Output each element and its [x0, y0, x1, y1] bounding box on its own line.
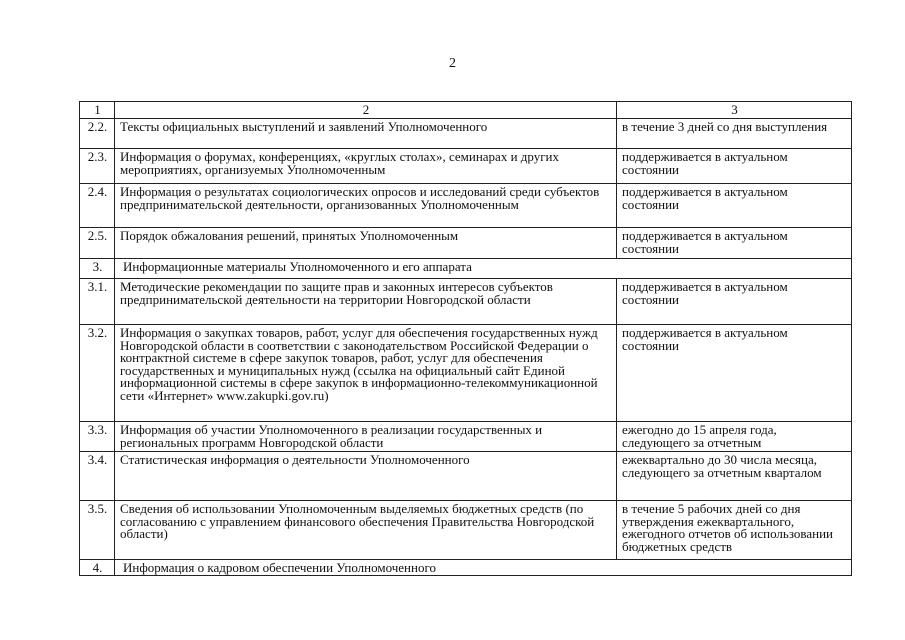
row-term: поддерживается в актуальном состоянии	[617, 228, 852, 259]
row-text: Информация о закупках товаров, работ, услуг для обеспечения государственных нужд Новгородской области в соответствии с законодательством Российской Федерации о контрактной системе в сфере закупок товаров, работ, услуг для обеспечения государственных и муниципальных нужд (ссылка на официальный сайт Единой информационной системы в сфере закупок в информационно-телекоммуникационной сети «Интернет» www.zakupki.gov.ru)	[115, 325, 617, 422]
row-term: ежеквартально до 30 числа месяца, следующего за отчетным кварталом	[617, 452, 852, 501]
table-header-row	[80, 102, 852, 119]
row-text: Порядок обжалования решений, принятых Уполномоченным	[115, 228, 617, 259]
row-term: поддерживается в актуальном состоянии	[617, 279, 852, 325]
row-number: 3.5.	[80, 501, 115, 560]
row-term: ежегодно до 15 апреля года, следующего за отчетным	[617, 422, 852, 452]
header-col-3: 3	[617, 102, 852, 119]
row-term: в течение 5 рабочих дней со дня утверждения ежеквартального, ежегодного отчетов об использовании бюджетных средств	[617, 501, 852, 560]
row-number: 3.4.	[80, 452, 115, 501]
table-row	[80, 325, 852, 422]
row-text: Информация о форумах, конференциях, «круглых столах», семинарах и других мероприятиях, организуемых Уполномоченным	[115, 149, 617, 184]
table-row	[80, 149, 852, 184]
row-term: поддерживается в актуальном состоянии	[617, 149, 852, 184]
info-table	[79, 101, 852, 576]
header-col-2: 2	[115, 102, 617, 119]
row-number: 3.1.	[80, 279, 115, 325]
row-text: Информация о результатах социологических опросов и исследований среди субъектов предпринимательской деятельности, организованных Уполномоченным	[115, 184, 617, 228]
row-number: 3.3.	[80, 422, 115, 452]
row-term: поддерживается в актуальном состоянии	[617, 325, 852, 422]
row-number: 2.2.	[80, 119, 115, 149]
table-row	[80, 279, 852, 325]
section-number: 4.	[80, 560, 115, 576]
table-row	[80, 422, 852, 452]
row-number: 2.5.	[80, 228, 115, 259]
row-number: 3.2.	[80, 325, 115, 422]
section-row	[80, 259, 852, 279]
row-term: в течение 3 дней со дня выступления	[617, 119, 852, 149]
row-text: Сведения об использовании Уполномоченным выделяемых бюджетных средств (по согласованию с управлением финансового обеспечения Правительства Новгородской области)	[115, 501, 617, 560]
section-title: Информационные материалы Уполномоченного и его аппарата	[115, 259, 852, 279]
row-term: поддерживается в актуальном состоянии	[617, 184, 852, 228]
row-text: Статистическая информация о деятельности Уполномоченного	[115, 452, 617, 501]
row-text: Тексты официальных выступлений и заявлений Уполномоченного	[115, 119, 617, 149]
section-number: 3.	[80, 259, 115, 279]
section-title: Информация о кадровом обеспечении Уполномоченного	[115, 560, 852, 576]
table-row	[80, 228, 852, 259]
table-row	[80, 501, 852, 560]
table-row	[80, 119, 852, 149]
row-number: 2.4.	[80, 184, 115, 228]
table-row	[80, 452, 852, 501]
row-text: Информация об участии Уполномоченного в реализации государственных и региональных программ Новгородской области	[115, 422, 617, 452]
row-text: Методические рекомендации по защите прав и законных интересов субъектов предпринимательской деятельности на территории Новгородской области	[115, 279, 617, 325]
header-col-1: 1	[80, 102, 115, 119]
section-row	[80, 560, 852, 576]
table-row	[80, 184, 852, 228]
page-number: 2	[449, 56, 456, 71]
row-number: 2.3.	[80, 149, 115, 184]
